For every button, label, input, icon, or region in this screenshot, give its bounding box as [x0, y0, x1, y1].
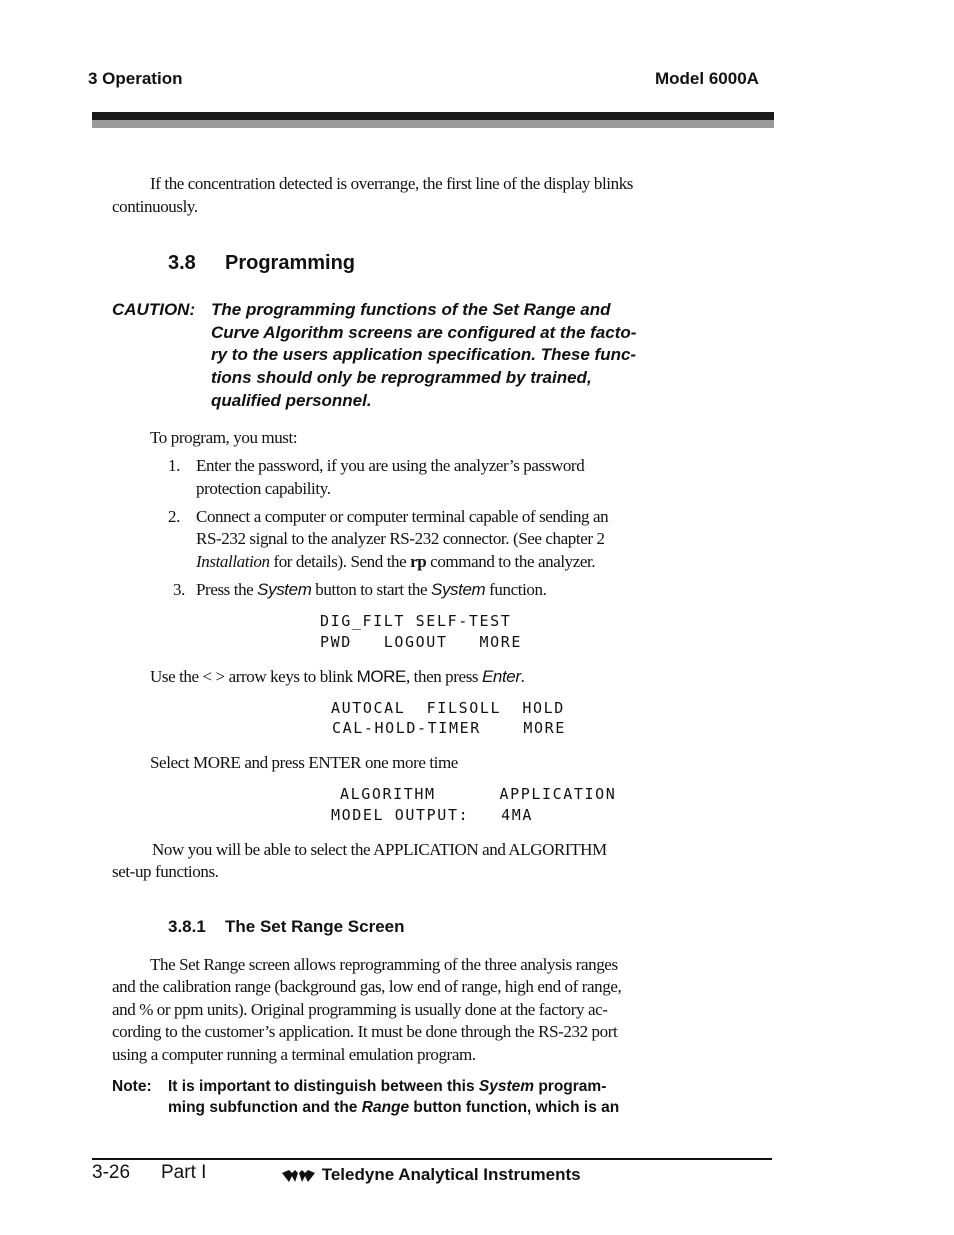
- text-fragment: It is important to distinguish between this: [168, 1078, 479, 1095]
- text-fragment: , then press: [405, 667, 482, 686]
- step-text-fragment: for details). Send the: [269, 552, 411, 571]
- text-fragment: button function, which is an: [409, 1099, 620, 1116]
- header-model: Model 6000A: [655, 69, 759, 88]
- display-line: CAL-HOLD-TIMER MORE: [332, 719, 566, 737]
- caution-line: qualified personnel.: [211, 391, 372, 410]
- section-title: Programming: [225, 252, 356, 274]
- system-function-ref: System: [431, 580, 486, 599]
- system-button-ref: System: [257, 580, 312, 599]
- display-line: PWD LOGOUT MORE: [320, 633, 522, 651]
- overrange-text-line1: If the concentration detected is overrange, the first line of the display blinks: [150, 174, 634, 193]
- select-more-text: Select MORE and press ENTER one more time: [150, 753, 458, 772]
- now-text-line2: set-up functions.: [112, 862, 219, 881]
- note-line1: [168, 1076, 606, 1097]
- caution-line: tions should only be reprogrammed by trained,: [211, 368, 592, 387]
- caution-label: CAUTION:: [112, 300, 196, 319]
- company-footer: [281, 1165, 581, 1185]
- caution-line: Curve Algorithm screens are configured at the facto-: [211, 323, 637, 342]
- text-fragment: ming subfunction and the: [168, 1099, 362, 1116]
- step-text: protection capability.: [196, 479, 331, 498]
- step-text-fragment: Press the: [196, 580, 258, 599]
- subsection-number: 3.8.1: [168, 917, 206, 936]
- company-name: Teledyne Analytical Instruments: [321, 1165, 581, 1184]
- step-number: 2.: [168, 507, 180, 526]
- installation-ref: Installation: [196, 552, 270, 571]
- system-ref: System: [478, 1078, 535, 1095]
- header-rule: [92, 112, 774, 120]
- caution-line: The programming functions of the Set Range and: [211, 300, 611, 319]
- step-number: 1.: [168, 456, 180, 475]
- section-number: 3.8: [168, 252, 196, 274]
- subsection-title: The Set Range Screen: [225, 917, 405, 936]
- footer-rule: [92, 1158, 772, 1160]
- header-rule-shadow: [92, 120, 774, 128]
- display-line: DIG_FILT SELF-TEST: [320, 612, 512, 630]
- set-range-line: and % or ppm units). Original programming is usually done at the factory ac-: [112, 1000, 608, 1019]
- display-line: ALGORITHM APPLICATION: [340, 785, 617, 803]
- text-fragment: program-: [534, 1078, 607, 1095]
- step-text: Connect a computer or computer terminal capable of sending an: [196, 507, 609, 526]
- step-text: Enter the password, if you are using the analyzer’s password: [196, 456, 585, 475]
- arrow-keys-text: [150, 666, 524, 689]
- step-text-fragment: command to the analyzer.: [426, 552, 596, 571]
- step-text-fragment: function.: [485, 580, 547, 599]
- set-range-line: and the calibration range (background gas, low end of range, high end of range,: [112, 977, 622, 996]
- text-fragment: Use the < > arrow keys to blink: [150, 667, 357, 686]
- note-line2: [168, 1097, 619, 1118]
- step-text-line: [196, 579, 546, 602]
- set-range-line: using a computer running a terminal emulation program.: [112, 1045, 476, 1064]
- display-line: MODEL OUTPUT: 4MA: [331, 806, 533, 824]
- step-text: RS-232 signal to the analyzer RS-232 connector. (See chapter 2: [196, 529, 605, 548]
- part-label: Part I: [161, 1162, 207, 1183]
- page-number: 3-26: [92, 1162, 131, 1183]
- set-range-line: cording to the customer’s application. It must be done through the RS-232 port: [112, 1022, 618, 1041]
- display-line: AUTOCAL FILSOLL HOLD: [331, 699, 565, 717]
- now-text-line1: Now you will be able to select the APPLICATION and ALGORITHM: [152, 840, 607, 859]
- caution-line: ry to the users application specification. These func-: [211, 345, 637, 364]
- text-fragment: .: [520, 667, 525, 686]
- header-section: 3 Operation: [88, 69, 183, 88]
- to-program-text: To program, you must:: [150, 428, 298, 447]
- range-ref: Range: [361, 1099, 410, 1116]
- step-text-fragment: button to start the: [311, 580, 432, 599]
- note-label: Note:: [112, 1078, 152, 1095]
- more-key-ref: MORE: [356, 667, 406, 686]
- teledyne-logo-icon: [281, 1168, 317, 1184]
- step-number: 3.: [173, 580, 185, 599]
- overrange-text-line2: continuously.: [112, 197, 198, 216]
- rp-command: rp: [410, 552, 427, 571]
- step-text-line3: [196, 551, 595, 574]
- set-range-line: The Set Range screen allows reprogramming of the three analysis ranges: [150, 955, 618, 974]
- enter-key-ref: Enter: [481, 667, 521, 686]
